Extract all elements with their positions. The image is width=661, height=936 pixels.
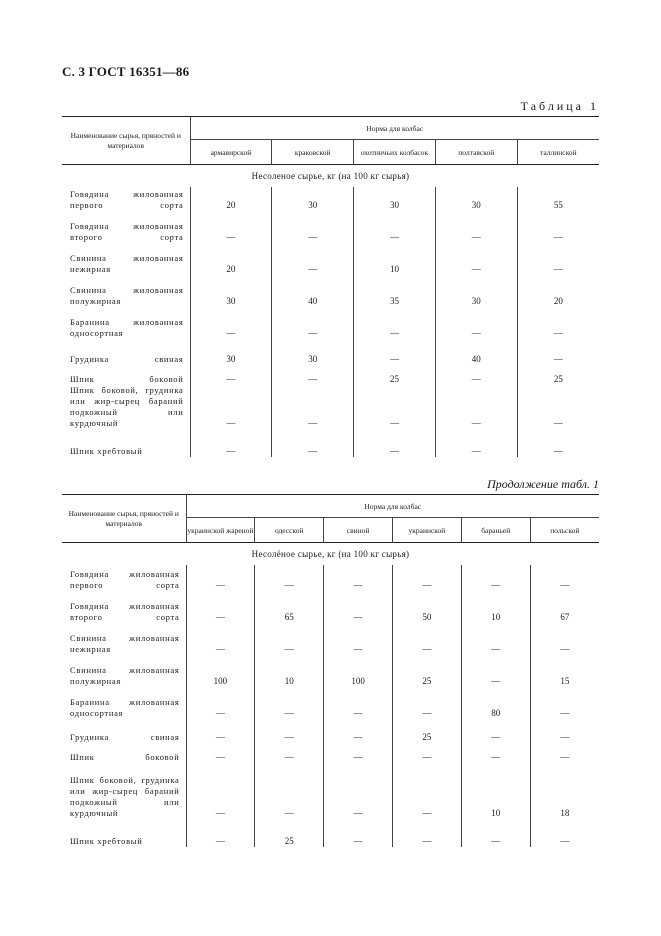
value-cell: — xyxy=(272,211,354,243)
value-cell: 30 xyxy=(226,354,236,364)
value-cell: — xyxy=(255,719,324,743)
value-cell: — xyxy=(354,429,436,457)
value-cell: — xyxy=(435,365,517,385)
value-cell: 67 xyxy=(530,591,599,623)
value-cell: 55 xyxy=(517,187,599,211)
table-row xyxy=(62,429,599,457)
value-cell: — xyxy=(461,623,530,655)
value-cell: — xyxy=(392,819,461,847)
value-cell: — xyxy=(215,644,225,654)
value-cell: — xyxy=(517,339,599,365)
value-cell: — xyxy=(255,743,324,763)
value-cell: — xyxy=(272,385,354,429)
norm-header: Норма для колбас xyxy=(186,495,599,518)
value-cell: 20 xyxy=(226,264,236,274)
table-row xyxy=(62,819,599,847)
table-row xyxy=(62,655,599,687)
value-cell: — xyxy=(530,565,599,591)
value-cell: 65 xyxy=(255,591,324,623)
row-name: Свинина жилованная полужирная xyxy=(62,655,186,687)
table-1 xyxy=(62,116,599,457)
value-cell: 15 xyxy=(530,655,599,687)
value-cell: 40 xyxy=(272,275,354,307)
value-cell: — xyxy=(215,836,225,846)
value-cell: — xyxy=(272,243,354,275)
value-cell: — xyxy=(461,743,530,763)
value-cell: — xyxy=(255,687,324,719)
table-caption: Таблица 1 xyxy=(520,99,599,113)
value-cell: 100 xyxy=(213,676,228,686)
table-row xyxy=(62,211,599,243)
row-name: Баранина жилованная односортная xyxy=(62,307,190,339)
value-cell: 25 xyxy=(392,655,461,687)
value-cell: — xyxy=(215,612,225,622)
value-cell: — xyxy=(215,708,225,718)
value-cell: — xyxy=(226,418,236,428)
table-row xyxy=(62,339,599,365)
value-cell: — xyxy=(324,719,393,743)
column-header: польской xyxy=(530,518,599,543)
value-cell: — xyxy=(530,687,599,719)
value-cell: — xyxy=(354,339,436,365)
row-name: Грудинка свиная xyxy=(62,339,190,365)
value-cell: 25 xyxy=(392,719,461,743)
table-row xyxy=(62,591,599,623)
row-name: Шпик боковой, грудинка или жир-сырец бараний подкожный или курдючный xyxy=(62,763,186,819)
value-cell: — xyxy=(435,211,517,243)
value-cell: — xyxy=(324,623,393,655)
table-row xyxy=(62,719,599,743)
value-cell: — xyxy=(530,819,599,847)
table-row xyxy=(62,385,599,429)
column-header: одесской xyxy=(255,518,324,543)
value-cell: — xyxy=(324,743,393,763)
value-cell: — xyxy=(392,763,461,819)
row-name: Шпик хребтовый xyxy=(62,819,186,847)
value-cell: — xyxy=(517,385,599,429)
column-header: армавирской xyxy=(210,147,252,157)
value-cell: — xyxy=(272,307,354,339)
value-cell: — xyxy=(255,623,324,655)
value-cell: — xyxy=(461,565,530,591)
row-name: Баранина жилованная односортная xyxy=(62,687,186,719)
table-row xyxy=(62,187,599,211)
table-row xyxy=(62,763,599,819)
page-header: С. 3 ГОСТ 16351—86 xyxy=(62,64,190,79)
value-cell: 25 xyxy=(255,819,324,847)
value-cell: — xyxy=(324,819,393,847)
value-cell: 10 xyxy=(461,591,530,623)
row-name: Шпик боковой xyxy=(62,743,186,763)
value-cell: — xyxy=(517,307,599,339)
value-cell: — xyxy=(517,429,599,457)
value-cell: 30 xyxy=(435,187,517,211)
table-subheader: Несоленое сырье, кг (на 100 кг сырья) xyxy=(62,165,599,188)
value-cell: — xyxy=(435,243,517,275)
value-cell: 10 xyxy=(461,763,530,819)
table-row xyxy=(62,623,599,655)
column-header: охотничьих колбасок xyxy=(354,140,436,165)
row-name: Говядина жилованная первого сорта xyxy=(62,565,186,591)
value-cell: 50 xyxy=(392,591,461,623)
value-cell: — xyxy=(226,446,236,456)
table-row xyxy=(62,243,599,275)
table-subheader: Несолёное сырье, кг (на 100 кг сырья) xyxy=(62,543,599,566)
value-cell: — xyxy=(392,687,461,719)
value-cell: — xyxy=(392,623,461,655)
value-cell: — xyxy=(272,429,354,457)
table-row xyxy=(62,565,599,591)
value-cell: 30 xyxy=(354,187,436,211)
name-column-header: Наименование сырья, пряностей и материалов xyxy=(62,495,186,543)
value-cell: — xyxy=(461,655,530,687)
table-row xyxy=(62,743,599,763)
value-cell: — xyxy=(392,565,461,591)
value-cell: — xyxy=(324,591,393,623)
value-cell: 20 xyxy=(226,200,236,210)
norm-header: Норма для колбас xyxy=(190,117,599,140)
value-cell: 30 xyxy=(272,339,354,365)
value-cell: — xyxy=(324,763,393,819)
value-cell: 80 xyxy=(461,687,530,719)
value-cell: — xyxy=(530,623,599,655)
value-cell: 25 xyxy=(517,365,599,385)
value-cell: — xyxy=(461,819,530,847)
value-cell: 25 xyxy=(354,365,436,385)
column-header: краковской xyxy=(272,140,354,165)
column-header: таллинской xyxy=(517,140,599,165)
value-cell: 10 xyxy=(354,243,436,275)
value-cell: — xyxy=(255,565,324,591)
value-cell: — xyxy=(226,232,236,242)
table-row xyxy=(62,687,599,719)
value-cell: — xyxy=(354,307,436,339)
value-cell: — xyxy=(324,565,393,591)
column-header: украинской жареной xyxy=(187,525,254,535)
value-cell: — xyxy=(215,752,225,762)
row-name: Говядина жилованная второго сорта xyxy=(62,591,186,623)
value-cell: — xyxy=(517,211,599,243)
row-name: Свинина жилованная нежирная xyxy=(62,243,190,275)
column-header: полтавской xyxy=(435,140,517,165)
name-column-header: Наименование сырья, пряностей и материалов xyxy=(62,117,190,165)
value-cell: 30 xyxy=(226,296,236,306)
value-cell: 40 xyxy=(435,339,517,365)
row-name: Говядина жилованная второго сорта xyxy=(62,211,190,243)
value-cell: 35 xyxy=(354,275,436,307)
value-cell: 10 xyxy=(255,655,324,687)
value-cell: — xyxy=(215,808,225,818)
value-cell: — xyxy=(435,385,517,429)
row-name: Свинина жилованная полужирная xyxy=(62,275,190,307)
value-cell: — xyxy=(226,374,236,384)
value-cell: — xyxy=(272,365,354,385)
value-cell: — xyxy=(354,385,436,429)
row-name: Шпик хребтовый xyxy=(62,429,190,457)
value-cell: — xyxy=(226,328,236,338)
value-cell: — xyxy=(255,763,324,819)
row-name: Шпик боковой xyxy=(62,365,190,385)
row-name: Говядина жилованная первого сорта xyxy=(62,187,190,211)
value-cell: — xyxy=(354,211,436,243)
value-cell: — xyxy=(530,719,599,743)
table-row xyxy=(62,365,599,385)
row-name: Грудинка свиная xyxy=(62,719,186,743)
column-header: бараньей xyxy=(461,518,530,543)
value-cell: — xyxy=(435,307,517,339)
table-2 xyxy=(62,494,599,847)
value-cell: — xyxy=(461,719,530,743)
value-cell: — xyxy=(392,743,461,763)
value-cell: 100 xyxy=(324,655,393,687)
value-cell: 18 xyxy=(530,763,599,819)
value-cell: — xyxy=(530,743,599,763)
value-cell: — xyxy=(215,580,225,590)
value-cell: 30 xyxy=(435,275,517,307)
value-cell: — xyxy=(435,429,517,457)
value-cell: — xyxy=(517,243,599,275)
column-header: свиной xyxy=(324,518,393,543)
table-row xyxy=(62,307,599,339)
value-cell: 20 xyxy=(517,275,599,307)
column-header: украинской xyxy=(392,518,461,543)
value-cell: 30 xyxy=(272,187,354,211)
row-name: Шпик боковой, грудинка или жир-сырец бараний подкожный или курдючный xyxy=(62,385,190,429)
value-cell: — xyxy=(215,732,225,742)
row-name: Свинина жилованная нежирная xyxy=(62,623,186,655)
continuation-caption: Продолжение табл. 1 xyxy=(487,477,599,491)
value-cell: — xyxy=(324,687,393,719)
table-row xyxy=(62,275,599,307)
